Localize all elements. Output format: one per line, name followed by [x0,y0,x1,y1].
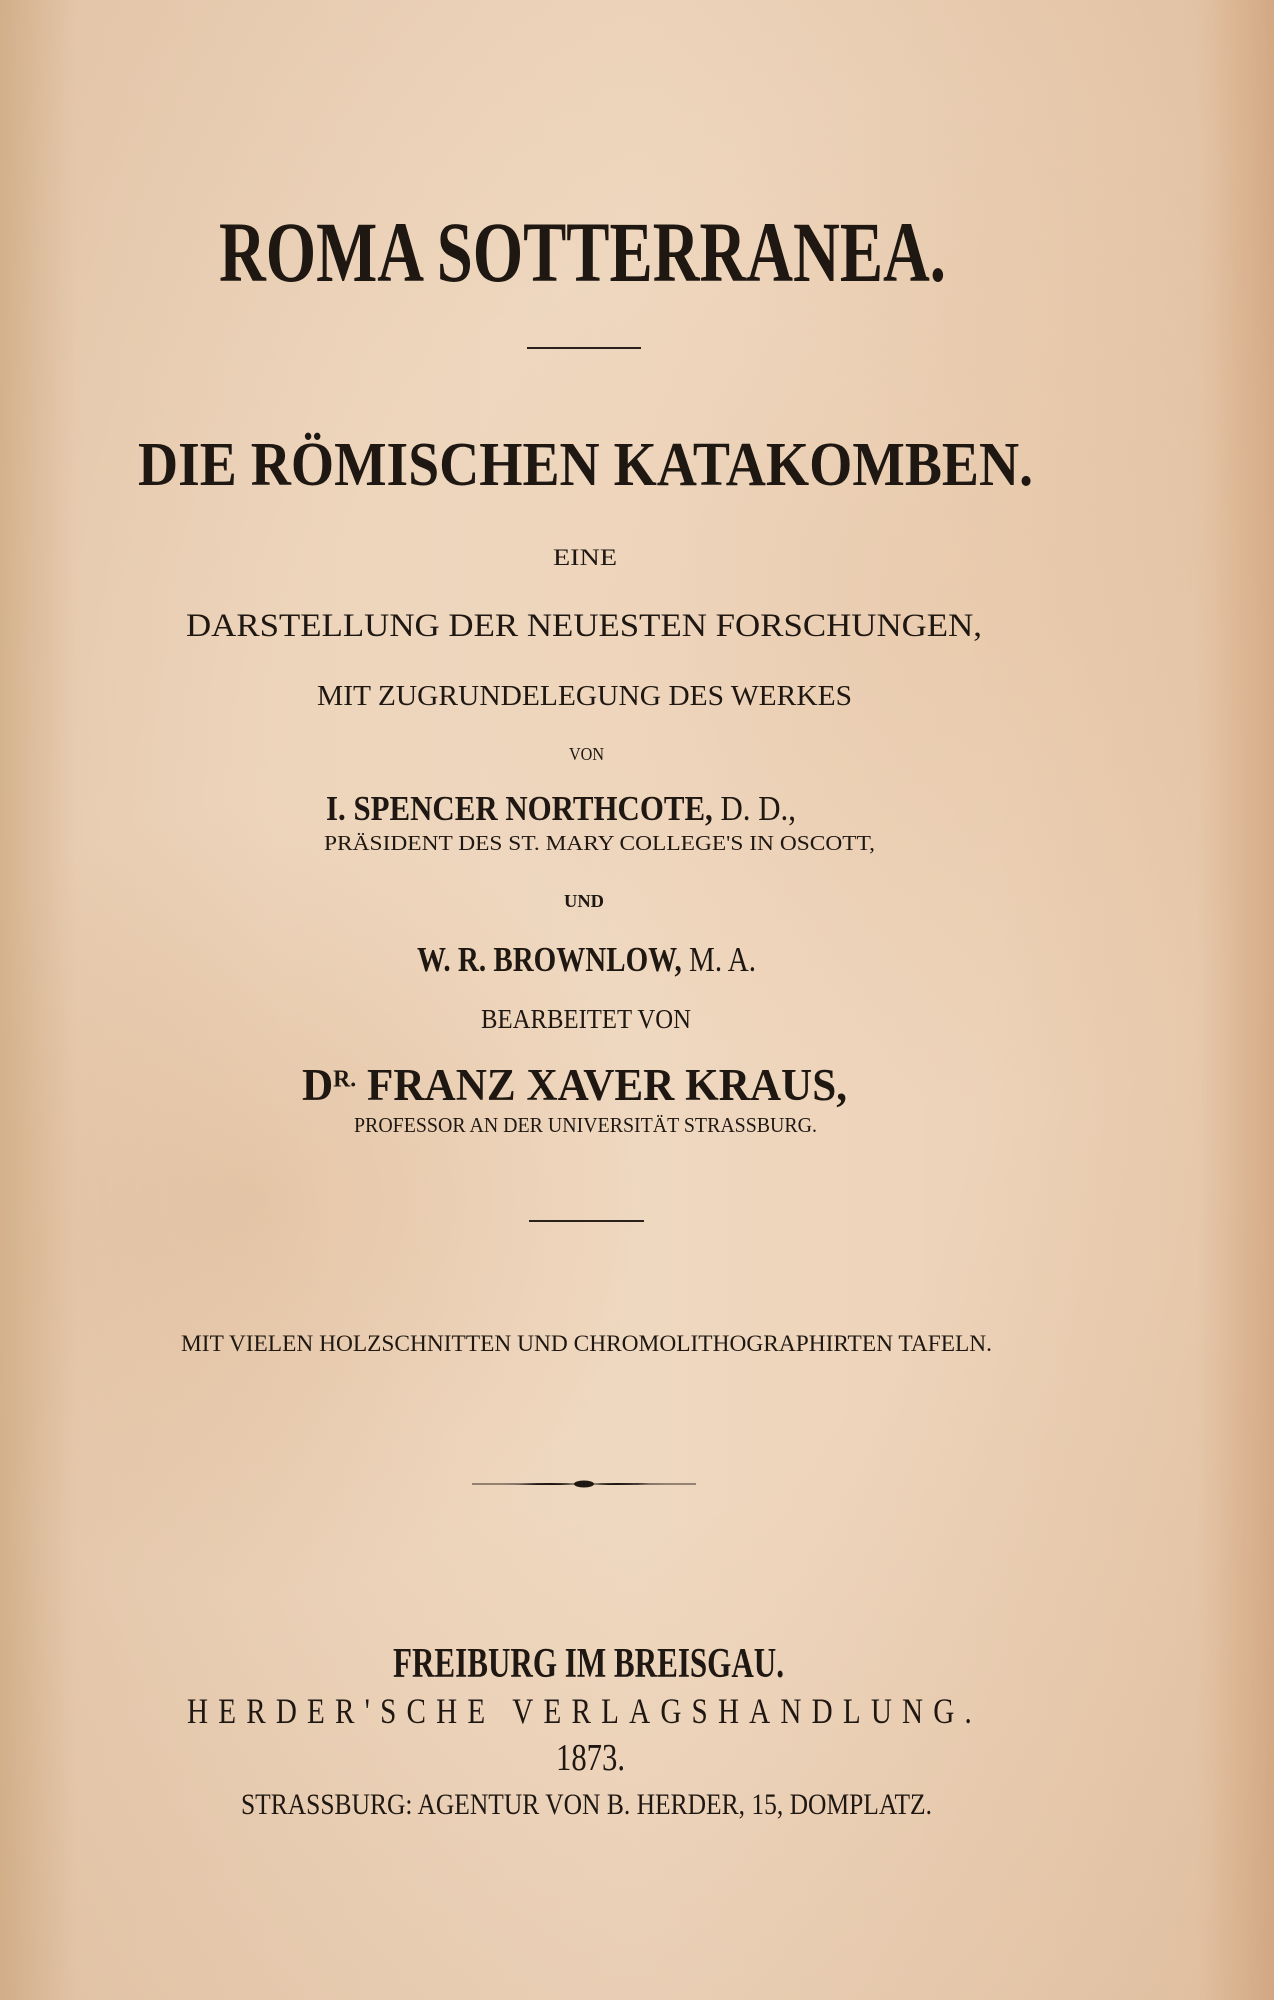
author-1-title [324,831,875,855]
description-line-3-text: MIT ZUGRUNDELEGUNG DES WERKES [317,680,852,712]
divider-rule-2 [529,1220,644,1222]
und-label-text: UND [564,891,604,911]
author-2-text [417,942,756,977]
author-2-degree: M. A. [689,940,756,979]
illustrations-note [181,1331,992,1356]
editor-title-text: PROFESSOR AN DER UNIVERSITÄT STRASSBURG. [354,1113,817,1137]
description-line-3 [317,680,852,712]
book-subtitle-text: DIE RÖMISCHEN KATAKOMBEN. [138,431,1033,499]
editor-label-text: BEARBEITET VON [481,1004,691,1034]
imprint-agency [241,1790,1054,1820]
imprint-publisher-text: HERDER'SCHE VERLAGSHANDLUNG. [187,1691,982,1731]
und-label [564,892,603,910]
von-label [569,745,608,763]
book-title-text: ROMA SOTTERRANEA. [219,204,946,300]
author-1-text [326,791,796,826]
editor-label [481,1006,710,1033]
editor-prefix-sup: R. [333,1065,357,1093]
author-1 [326,791,859,826]
author-2-name: W. R. BROWNLOW, [417,940,682,979]
imprint-publisher [187,1693,1170,1729]
imprint-place [393,1643,922,1685]
author-1-name: I. SPENCER NORTHCOTE, [326,789,713,828]
author-1-title-text: PRÄSIDENT DES ST. MARY COLLEGE'S IN OSCOTT, [324,831,875,855]
imprint-year [556,1739,642,1777]
editor-name-text [302,1060,847,1110]
ornament-divider-icon [472,1476,696,1492]
editor-name [302,1060,870,1110]
description-line-1-text: EINE [553,545,617,570]
imprint-agency-text: STRASSBURG: AGENTUR VON B. HERDER, 15, DOMPLATZ. [241,1788,932,1821]
description-line-2-text: DARSTELLUNG DER NEUESTEN FORSCHUNGEN, [186,608,982,644]
author-2 [417,942,826,977]
book-title [219,204,1184,300]
editor-prefix: D [302,1060,334,1110]
editor-name-main: FRANZ XAVER KRAUS, [367,1060,847,1110]
description-line-1 [553,545,617,570]
imprint-year-text: 1873. [556,1737,625,1779]
illustrations-note-text: MIT VIELEN HOLZSCHNITTEN UND CHROMOLITHOGRAPHIRTEN TAFELN. [181,1331,992,1356]
imprint-place-text: FREIBURG IM BREISGAU. [393,1641,784,1687]
divider-rule [527,347,641,349]
von-label-text: VON [569,744,604,764]
author-1-degree: D. D., [720,789,796,828]
description-line-2 [186,608,982,644]
book-subtitle [138,431,1136,499]
editor-title [354,1115,843,1136]
